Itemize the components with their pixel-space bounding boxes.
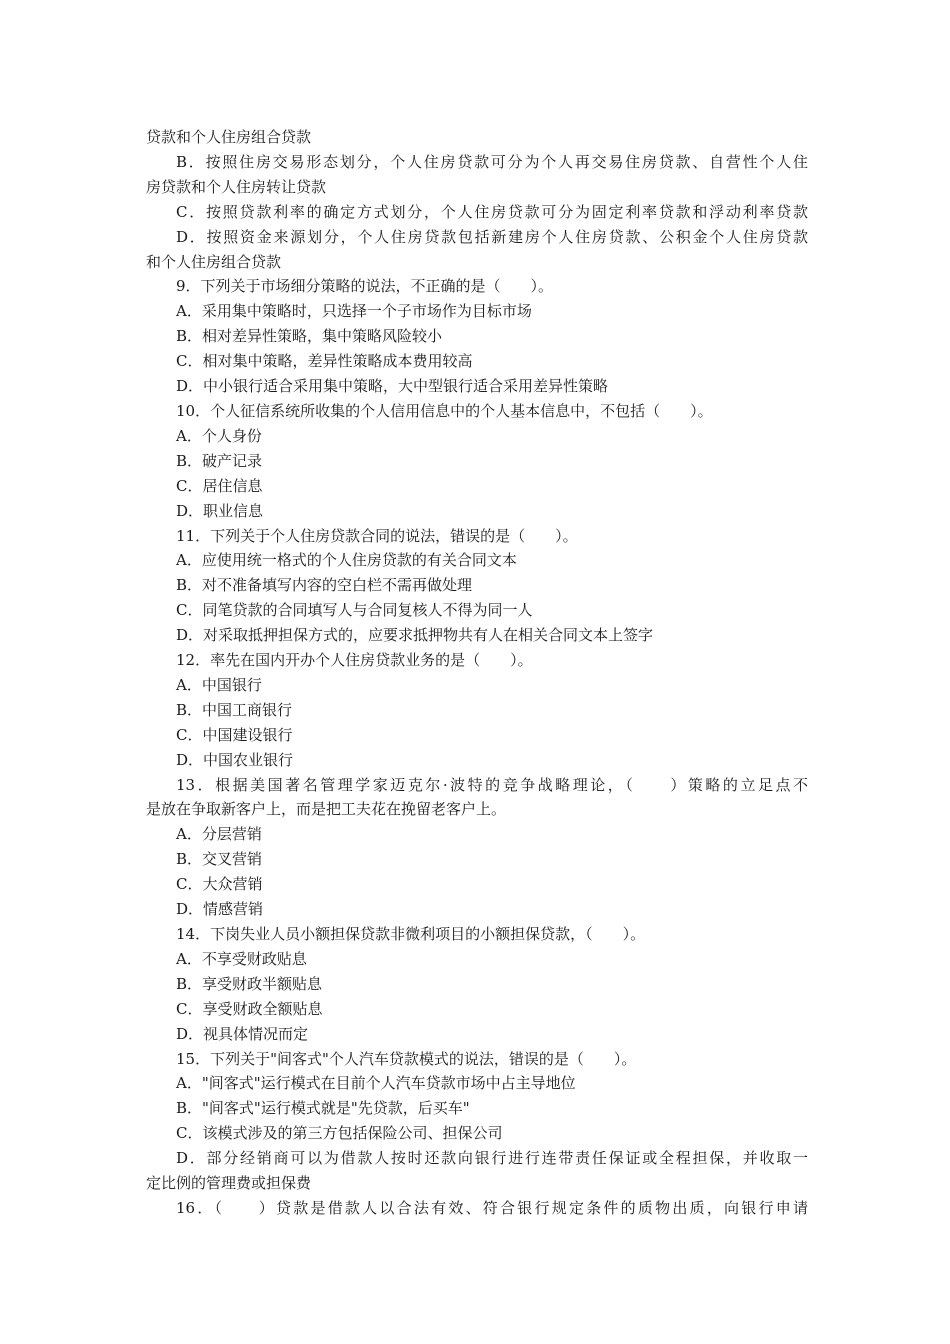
text-line: B．享受财政半额贴息: [176, 974, 323, 993]
text-line: C．大众营销: [176, 875, 263, 894]
text-line: 12．率先在国内开办个人住房贷款业务的是（ ）。: [176, 651, 533, 670]
text-line: D．职业信息: [176, 501, 264, 520]
text-line: D．部分经销商可以为借款人按时还款向银行进行连带责任保证或全程担保，并收取一: [176, 1149, 808, 1168]
text-line: D．对采取抵押担保方式的，应要求抵押物共有人在相关合同文本上签字: [176, 626, 654, 645]
text-line: A．"间客式"运行模式在目前个人汽车贷款市场中占主导地位: [176, 1074, 576, 1093]
text-line: D．情感营销: [176, 900, 264, 919]
text-line: 11．下列关于个人住房贷款合同的说法，错误的是（ ）。: [176, 526, 578, 545]
text-line: C．享受财政全额贴息: [176, 999, 323, 1018]
text-line: 13．根据美国著名管理学家迈克尔·波特的竞争战略理论，（ ）策略的立足点不: [176, 775, 808, 794]
text-line: B．破产记录: [176, 451, 263, 470]
text-line: C．中国建设银行: [176, 725, 293, 744]
text-line: 16．（ ）贷款是借款人以合法有效、符合银行规定条件的质物出质，向银行申请: [176, 1198, 808, 1217]
text-line: 10．个人征信系统所收集的个人信用信息中的个人基本信息中，不包括（ ）。: [176, 401, 713, 420]
text-line: B．交叉营销: [176, 850, 263, 869]
text-line: D．中国农业银行: [176, 750, 294, 769]
document-page: [146, 125, 808, 1221]
text-line: D．中小银行适合采用集中策略，大中型银行适合采用差异性策略: [176, 377, 609, 396]
text-line: C．居住信息: [176, 476, 263, 495]
text-line: 14．下岗失业人员小额担保贷款非微利项目的小额担保贷款，（ ）。: [176, 925, 646, 943]
text-line: A．中国银行: [176, 675, 262, 694]
text-line: 9．下列关于市场细分策略的说法，不正确的是（ ）。: [176, 277, 554, 296]
text-line: 和个人住房组合贷款: [146, 252, 282, 271]
text-line: B．对不准备填写内容的空白栏不需再做处理: [176, 576, 473, 595]
text-line: C．同笔贷款的合同填写人与合同复核人不得为同一人: [176, 601, 533, 620]
text-line: C．按照贷款利率的确定方式划分，个人住房贷款可分为固定利率贷款和浮动利率贷款: [176, 202, 808, 221]
text-line: 房贷款和个人住房转让贷款: [146, 177, 327, 196]
text-line: B．相对差异性策略，集中策略风险较小: [176, 327, 443, 346]
text-line: 15．下列关于"间客式"个人汽车贷款模式的说法，错误的是（ ）。: [176, 1049, 637, 1068]
text-line: A．个人身份: [176, 426, 262, 445]
text-line: 贷款和个人住房组合贷款: [146, 128, 312, 146]
text-line: B．中国工商银行: [176, 700, 293, 719]
text-line: C．该模式涉及的第三方包括保险公司、担保公司: [176, 1124, 503, 1143]
text-line: B．"间客式"运行模式就是"先贷款，后买车": [176, 1099, 470, 1118]
text-line: A．采用集中策略时，只选择一个子市场作为目标市场: [176, 302, 532, 321]
text-line: C．相对集中策略，差异性策略成本费用较高: [176, 352, 473, 371]
text-line: D．视具体情况而定: [176, 1024, 309, 1043]
text-line: 是放在争取新客户上，而是把工夫花在挽留老客户上。: [146, 800, 507, 819]
text-line: A．应使用统一格式的个人住房贷款的有关合同文本: [176, 551, 517, 570]
text-line: B．按照住房交易形态划分，个人住房贷款可分为个人再交易住房贷款、自营性个人住: [176, 152, 808, 171]
text-line: A．分层营销: [176, 825, 262, 844]
text-line: 定比例的管理费或担保费: [146, 1174, 312, 1193]
text-line: D．按照资金来源划分，个人住房贷款包括新建房个人住房贷款、公积金个人住房贷款: [176, 227, 808, 246]
text-line: A．不享受财政贴息: [176, 949, 307, 968]
